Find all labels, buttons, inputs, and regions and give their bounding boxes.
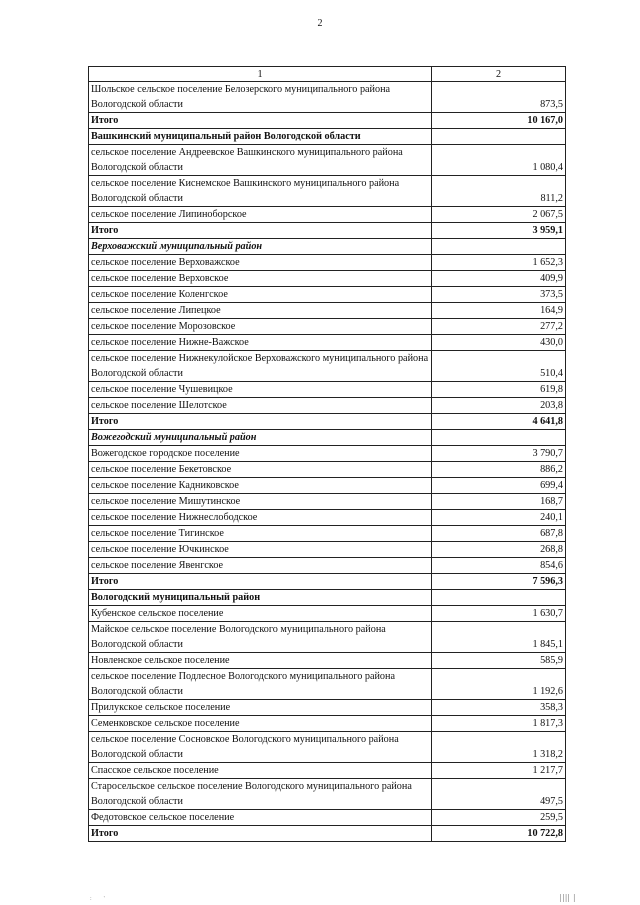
settlement-name: сельское поселение Коленгское	[89, 287, 432, 303]
settlement-name: сельское поселение Липецкое	[89, 303, 432, 319]
settlement-name: сельское поселение Подлесное Вологодского муниципального района Вологодской области	[89, 669, 432, 700]
settlement-name: сельское поселение Морозовское	[89, 319, 432, 335]
settlement-name: сельское поселение Ючкинское	[89, 542, 432, 558]
district-name: Вожегодский муниципальный район	[89, 430, 432, 446]
amount-value: 1 630,7	[432, 606, 566, 622]
amount-value: 1 652,3	[432, 255, 566, 271]
total-value: 4 641,8	[432, 414, 566, 430]
amount-value: 699,4	[432, 478, 566, 494]
table-row	[89, 462, 566, 478]
amount-value: 358,3	[432, 700, 566, 716]
table-row	[89, 255, 566, 271]
district-name: Вашкинский муниципальный район Вологодской области	[89, 129, 432, 145]
table-row	[89, 606, 566, 622]
table-row	[89, 700, 566, 716]
settlement-name: сельское поселение Мишутинское	[89, 494, 432, 510]
amount-value: 585,9	[432, 653, 566, 669]
total-value: 7 596,3	[432, 574, 566, 590]
amount-value: 619,8	[432, 382, 566, 398]
table-row	[89, 478, 566, 494]
settlement-name: сельское поселение Кадниковское	[89, 478, 432, 494]
settlement-name: сельское поселение Верховажское	[89, 255, 432, 271]
amount-value: 373,5	[432, 287, 566, 303]
amount-value: 497,5	[432, 779, 566, 810]
amount-value	[432, 430, 566, 446]
district-name: Верховажский муниципальный район	[89, 239, 432, 255]
settlement-name: сельское поселение Бекетовское	[89, 462, 432, 478]
table-row	[89, 382, 566, 398]
settlement-name: сельское поселение Тигинское	[89, 526, 432, 542]
amount-value: 854,6	[432, 558, 566, 574]
settlement-name: сельское поселение Нижне-Важское	[89, 335, 432, 351]
total-row	[89, 113, 566, 129]
amount-value: 811,2	[432, 176, 566, 207]
scan-mark-right: |||| |	[560, 893, 577, 902]
table-row	[89, 510, 566, 526]
settlement-name: сельское поселение Явенгское	[89, 558, 432, 574]
total-label: Итого	[89, 113, 432, 129]
page-number: 2	[317, 18, 323, 29]
amount-value: 2 067,5	[432, 207, 566, 223]
total-label: Итого	[89, 414, 432, 430]
amount-value	[432, 590, 566, 606]
settlement-name: Новленское сельское поселение	[89, 653, 432, 669]
table-row	[89, 446, 566, 462]
settlement-name: сельское поселение Липиноборское	[89, 207, 432, 223]
settlement-name: Семенковское сельское поселение	[89, 716, 432, 732]
total-row	[89, 826, 566, 842]
table-row	[89, 319, 566, 335]
scan-mark-left: : '	[90, 896, 105, 902]
table-row	[89, 779, 566, 810]
amount-value: 259,5	[432, 810, 566, 826]
amount-value: 1 817,3	[432, 716, 566, 732]
settlement-name: сельское поселение Нижнеслободское	[89, 510, 432, 526]
amount-value: 510,4	[432, 351, 566, 382]
amount-value: 886,2	[432, 462, 566, 478]
column-number-row	[89, 67, 566, 82]
district-header-row	[89, 129, 566, 145]
total-value: 3 959,1	[432, 223, 566, 239]
settlement-name: сельское поселение Верховское	[89, 271, 432, 287]
amount-value: 409,9	[432, 271, 566, 287]
amount-value: 3 790,7	[432, 446, 566, 462]
table-row	[89, 732, 566, 763]
amount-value: 277,2	[432, 319, 566, 335]
total-row	[89, 414, 566, 430]
settlement-name: сельское поселение Шелотское	[89, 398, 432, 414]
district-name: Вологодский муниципальный район	[89, 590, 432, 606]
total-label: Итого	[89, 574, 432, 590]
settlement-name: Кубенское сельское поселение	[89, 606, 432, 622]
settlement-name: Вожегодское городское поселение	[89, 446, 432, 462]
table-row	[89, 763, 566, 779]
amount-value: 430,0	[432, 335, 566, 351]
table-row	[89, 494, 566, 510]
amount-value: 1 217,7	[432, 763, 566, 779]
settlement-name: сельское поселение Нижнекулойское Верховажского муниципального района Вологодской области	[89, 351, 432, 382]
table-row	[89, 558, 566, 574]
table-row	[89, 145, 566, 176]
settlement-name: сельское поселение Чушевицкое	[89, 382, 432, 398]
table-row	[89, 669, 566, 700]
allocation-table	[88, 66, 566, 842]
settlement-name: Майское сельское поселение Вологодского муниципального района Вологодской области	[89, 622, 432, 653]
district-header-row	[89, 239, 566, 255]
column-number-2: 2	[432, 67, 566, 82]
table-row	[89, 653, 566, 669]
total-row	[89, 223, 566, 239]
amount-value	[432, 129, 566, 145]
settlement-name: Прилукское сельское поселение	[89, 700, 432, 716]
total-label: Итого	[89, 223, 432, 239]
settlement-name: Спасское сельское поселение	[89, 763, 432, 779]
amount-value: 687,8	[432, 526, 566, 542]
amount-value	[432, 239, 566, 255]
amount-value: 168,7	[432, 494, 566, 510]
table-row	[89, 716, 566, 732]
table-row	[89, 398, 566, 414]
table-row	[89, 622, 566, 653]
settlement-name: сельское поселение Киснемское Вашкинского муниципального района Вологодской области	[89, 176, 432, 207]
total-value: 10 167,0	[432, 113, 566, 129]
total-value: 10 722,8	[432, 826, 566, 842]
column-number-1: 1	[89, 67, 432, 82]
settlement-name: Шольское сельское поселение Белозерского муниципального района Вологодской области	[89, 82, 432, 113]
amount-value: 1 192,6	[432, 669, 566, 700]
amount-value: 873,5	[432, 82, 566, 113]
district-header-row	[89, 430, 566, 446]
table-row	[89, 303, 566, 319]
table-row	[89, 207, 566, 223]
settlement-name: Старосельское сельское поселение Вологодского муниципального района Вологодской области	[89, 779, 432, 810]
settlement-name: Федотовское сельское поселение	[89, 810, 432, 826]
total-row	[89, 574, 566, 590]
amount-value: 1 318,2	[432, 732, 566, 763]
table-row	[89, 542, 566, 558]
amount-value: 1 845,1	[432, 622, 566, 653]
table-row	[89, 287, 566, 303]
table-row	[89, 271, 566, 287]
district-header-row	[89, 590, 566, 606]
table-row	[89, 335, 566, 351]
table-row	[89, 176, 566, 207]
settlement-name: сельское поселение Сосновское Вологодского муниципального района Вологодской области	[89, 732, 432, 763]
amount-value: 1 080,4	[432, 145, 566, 176]
table-row	[89, 82, 566, 113]
amount-value: 164,9	[432, 303, 566, 319]
table-row	[89, 810, 566, 826]
amount-value: 240,1	[432, 510, 566, 526]
amount-value: 268,8	[432, 542, 566, 558]
total-label: Итого	[89, 826, 432, 842]
table-row	[89, 351, 566, 382]
settlement-name: сельское поселение Андреевское Вашкинского муниципального района Вологодской области	[89, 145, 432, 176]
table-body	[89, 82, 566, 842]
table-row	[89, 526, 566, 542]
amount-value: 203,8	[432, 398, 566, 414]
